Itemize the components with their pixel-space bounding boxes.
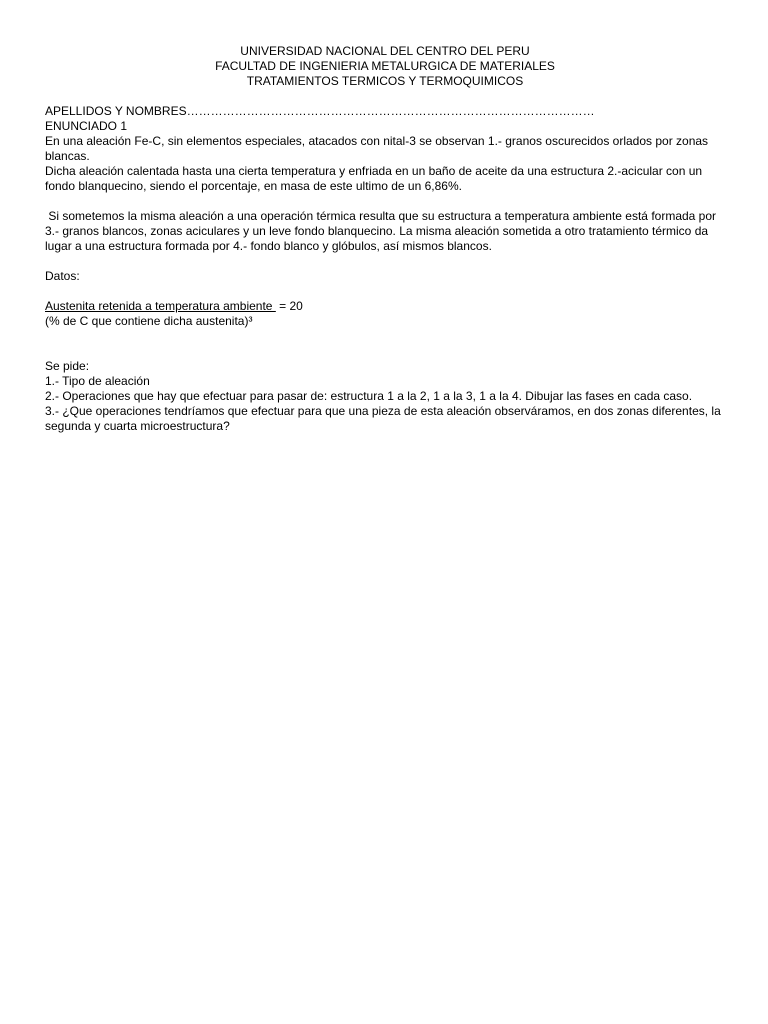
formula-numerator: Austenita retenida a temperatura ambiente bbox=[45, 299, 276, 313]
enunciado-title: ENUNCIADO 1 bbox=[45, 119, 128, 133]
formula-equals: = 20 bbox=[275, 299, 303, 313]
se-pide-item-1: 1.- Tipo de aleación bbox=[45, 374, 150, 388]
student-name-line: APELLIDOS Y NOMBRES………………………………………………………………………………………… bbox=[45, 104, 595, 118]
course-name: TRATAMIENTOS TERMICOS Y TERMOQUIMICOS bbox=[246, 74, 524, 88]
faculty-name: FACULTAD DE INGENIERIA METALURGICA DE MATERIALES bbox=[215, 59, 555, 73]
enunciado-paragraph-2: Dicha aleación calentada hasta una cierta temperatura y enfriada en un baño de aceite da una estructura 2.-acicular con un fondo blanquecino, siendo el porcentaje, en masa de este ultimo de un 6,86%. bbox=[45, 164, 703, 193]
se-pide-item-2: 2.- Operaciones que hay que efectuar para pasar de: estructura 1 a la 2, 1 a la 3, 1 a la 4. Dibujar las fases en cada caso. bbox=[45, 389, 693, 403]
se-pide-label: Se pide: bbox=[45, 359, 90, 373]
se-pide-item-3: 3.- ¿Que operaciones tendríamos que efectuar para que una pieza de esta aleación observáramos, en dos zonas diferentes, la segunda y cuarta microestructura? bbox=[45, 404, 721, 433]
university-name: UNIVERSIDAD NACIONAL DEL CENTRO DEL PERU bbox=[240, 44, 530, 58]
document-header bbox=[45, 44, 725, 89]
enunciado-paragraph-3: Si sometemos la misma aleación a una operación térmica resulta que su estructura a temperatura ambiente está formada por 3.- granos blancos, zonas aciculares y un leve fondo blanquecino. La misma aleación sometida a otro tratamiento térmico da lugar a una estructura formada por 4.- fondo blanco y glóbulos, así mismos blancos. bbox=[45, 209, 720, 253]
enunciado-paragraph-1: En una aleación Fe-C, sin elementos especiales, atacados con nital-3 se observan 1.- granos oscurecidos orlados por zonas blancas. bbox=[45, 134, 709, 163]
datos-label: Datos: bbox=[45, 269, 80, 283]
datos-formula bbox=[45, 299, 725, 329]
formula-denominator: (% de C que contiene dicha austenita)³ bbox=[45, 314, 253, 328]
document-page bbox=[45, 44, 725, 434]
